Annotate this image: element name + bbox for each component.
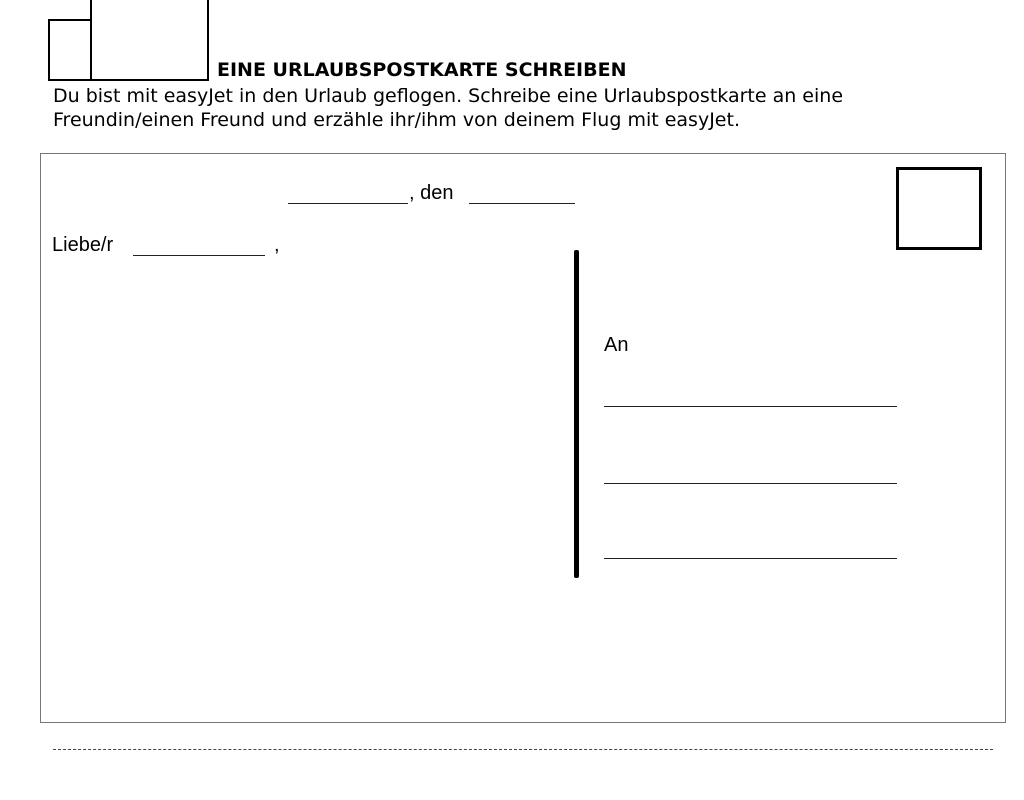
cut-line <box>53 749 993 750</box>
instruction-line-1: Du bist mit easyJet in den Urlaub geflogen. Schreibe eine Urlaubspostkarte an eine <box>53 85 844 107</box>
date-blank[interactable] <box>469 203 575 204</box>
postcard-divider <box>574 250 579 578</box>
header-decoration-small-box <box>48 19 92 81</box>
instruction-line-2: Freundin/einen Freund und erzähle ihr/ihm von deinem Flug mit easyJet. <box>53 109 740 131</box>
message-area[interactable] <box>52 270 562 710</box>
page-title: EINE URLAUBSPOSTKARTE SCHREIBEN <box>217 59 627 81</box>
greeting-label: Liebe/r <box>52 234 114 256</box>
stamp-box <box>896 167 982 250</box>
header-decoration-large-box <box>90 0 209 81</box>
address-label: An <box>604 334 629 356</box>
date-separator-text: , den <box>409 182 454 204</box>
address-line-2[interactable] <box>604 483 897 484</box>
address-line-3[interactable] <box>604 558 897 559</box>
address-line-1[interactable] <box>604 406 897 407</box>
place-blank[interactable] <box>288 203 408 204</box>
recipient-name-blank[interactable] <box>133 255 265 256</box>
greeting-comma: , <box>274 234 280 256</box>
